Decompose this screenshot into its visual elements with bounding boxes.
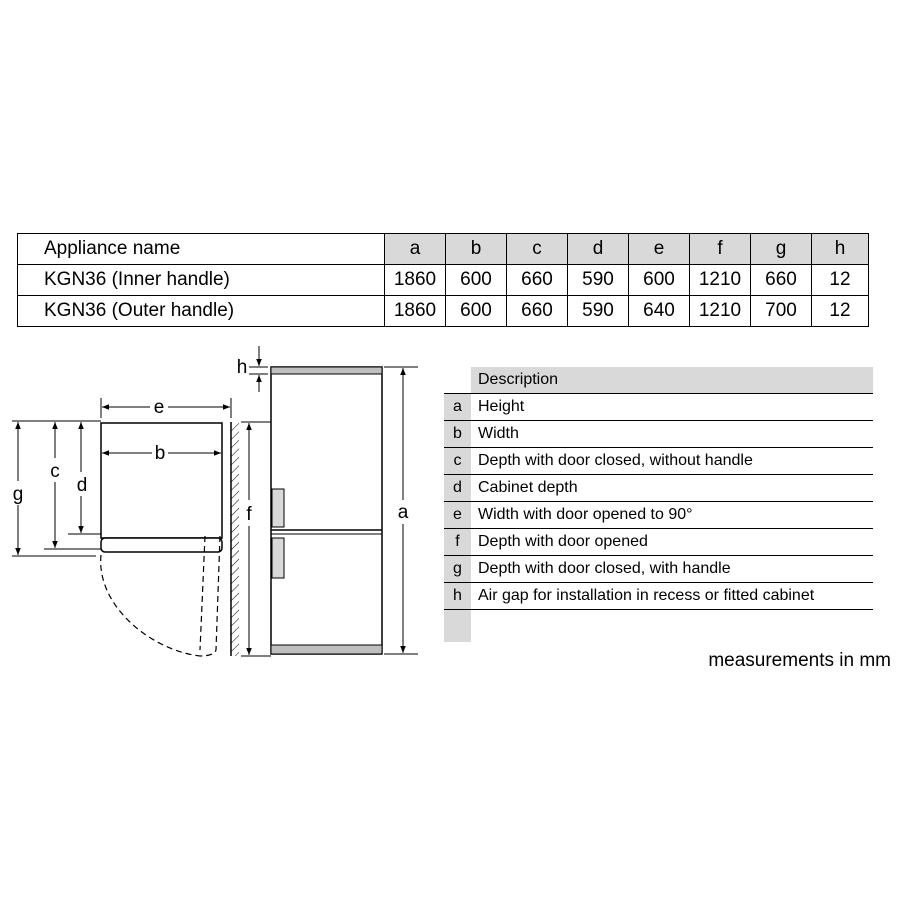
table-cell: 660 bbox=[507, 296, 568, 327]
table-cell: 12 bbox=[812, 296, 869, 327]
table-cell: 590 bbox=[568, 265, 629, 296]
legend-item bbox=[444, 448, 873, 475]
header-cell: d bbox=[568, 234, 629, 265]
cabinet-outline bbox=[101, 423, 222, 538]
table-cell: 600 bbox=[629, 265, 690, 296]
legend-item bbox=[444, 502, 873, 529]
appliance-dimension-drawing bbox=[0, 340, 440, 670]
legend-item bbox=[444, 421, 873, 448]
legend-text: Width with door opened to 90° bbox=[478, 506, 693, 523]
table-cell: 1860 bbox=[385, 265, 446, 296]
upper-handle bbox=[272, 489, 284, 527]
legend-item bbox=[444, 529, 873, 556]
legend-text: Cabinet depth bbox=[478, 479, 578, 496]
label-c: c bbox=[50, 461, 60, 482]
label-g: g bbox=[12, 484, 24, 505]
legend-text: Air gap for installation in recess or fitted cabinet bbox=[478, 587, 815, 604]
legend-item bbox=[444, 583, 873, 610]
legend-key: d bbox=[444, 475, 471, 501]
legend-text: Width bbox=[478, 425, 519, 442]
dimension-table bbox=[17, 233, 869, 327]
label-e: e bbox=[153, 397, 165, 418]
legend-key: e bbox=[444, 502, 471, 528]
door-swing-arc bbox=[101, 555, 200, 656]
legend-text: Depth with door closed, without handle bbox=[478, 452, 753, 469]
legend-title: Description bbox=[471, 367, 873, 393]
table-cell: KGN36 (Outer handle) bbox=[18, 296, 385, 327]
legend-key: b bbox=[444, 421, 471, 447]
label-f: f bbox=[246, 504, 252, 525]
header-cell: c bbox=[507, 234, 568, 265]
wall-hatch bbox=[231, 422, 239, 656]
bottom-band bbox=[271, 645, 382, 654]
table-cell: 590 bbox=[568, 296, 629, 327]
table-row bbox=[18, 265, 869, 296]
table-cell: 1210 bbox=[690, 296, 751, 327]
header-cell: Appliance name bbox=[18, 234, 385, 265]
header-cell: b bbox=[446, 234, 507, 265]
table-header-row bbox=[18, 234, 869, 265]
legend bbox=[444, 367, 873, 642]
header-cell: e bbox=[629, 234, 690, 265]
header-cell: a bbox=[385, 234, 446, 265]
label-b: b bbox=[154, 443, 166, 464]
label-a: a bbox=[397, 502, 409, 523]
open-door-outline bbox=[200, 536, 220, 656]
label-h: h bbox=[236, 357, 248, 378]
legend-item bbox=[444, 475, 873, 502]
table-cell: KGN36 (Inner handle) bbox=[18, 265, 385, 296]
table-cell: 600 bbox=[446, 296, 507, 327]
table-cell: 1210 bbox=[690, 265, 751, 296]
legend-text: Depth with door opened bbox=[478, 533, 648, 550]
legend-header bbox=[444, 367, 873, 394]
header-cell: f bbox=[690, 234, 751, 265]
side-view bbox=[231, 346, 418, 656]
header-cell: g bbox=[751, 234, 812, 265]
legend-key-column-end bbox=[444, 610, 471, 642]
table-cell: 640 bbox=[629, 296, 690, 327]
legend-item bbox=[444, 556, 873, 583]
table-row bbox=[18, 296, 869, 327]
legend-key: g bbox=[444, 556, 471, 582]
table-cell: 660 bbox=[507, 265, 568, 296]
label-d: d bbox=[76, 475, 88, 496]
top-view bbox=[10, 396, 239, 656]
table-cell: 660 bbox=[751, 265, 812, 296]
legend-item bbox=[444, 394, 873, 421]
table-cell: 1860 bbox=[385, 296, 446, 327]
units-note: measurements in mm bbox=[708, 650, 891, 671]
legend-key: c bbox=[444, 448, 471, 474]
header-cell: h bbox=[812, 234, 869, 265]
legend-text: Depth with door closed, with handle bbox=[478, 560, 731, 577]
table-cell: 700 bbox=[751, 296, 812, 327]
top-band bbox=[271, 367, 382, 374]
legend-key: a bbox=[444, 394, 471, 420]
lower-handle bbox=[272, 538, 284, 578]
fridge-body bbox=[271, 367, 382, 654]
table-cell: 12 bbox=[812, 265, 869, 296]
table-cell: 600 bbox=[446, 265, 507, 296]
legend-key: h bbox=[444, 583, 471, 609]
legend-text: Height bbox=[478, 398, 525, 415]
legend-key: f bbox=[444, 529, 471, 555]
